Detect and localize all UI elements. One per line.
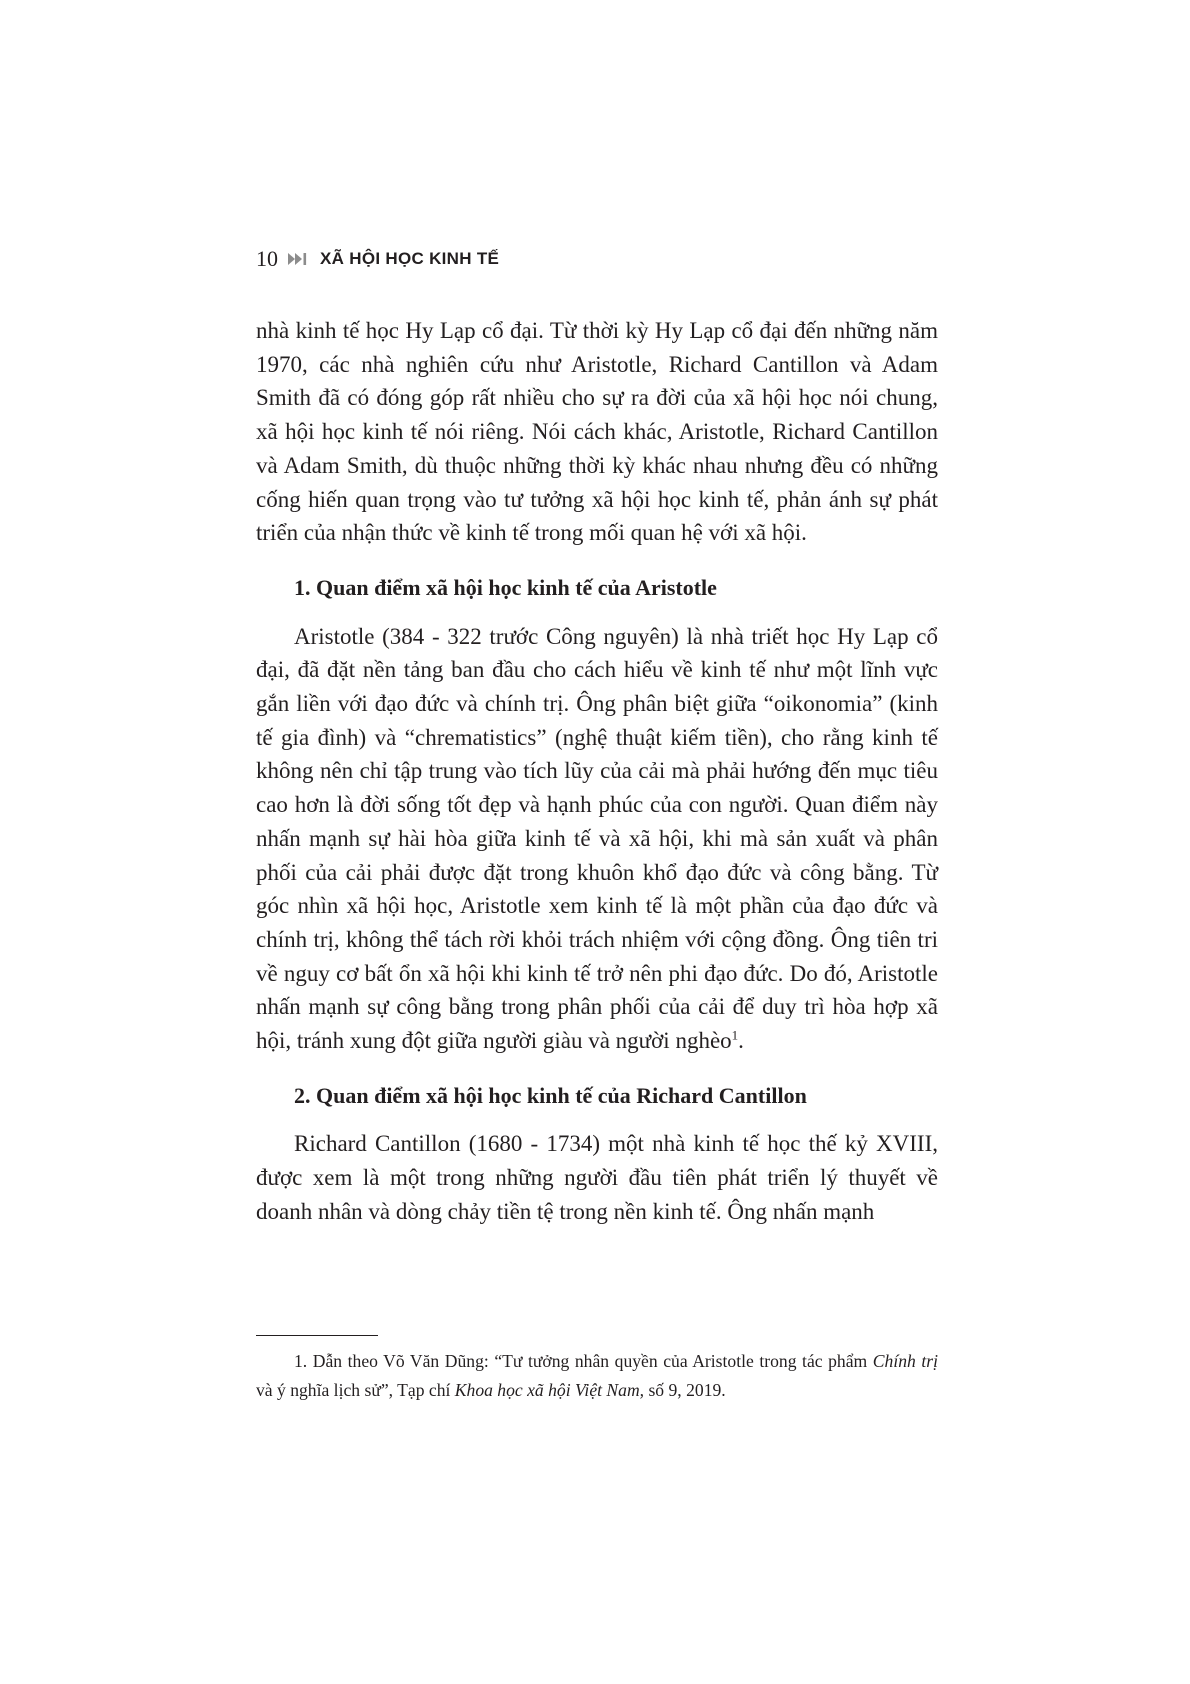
- footnote: [256, 1347, 938, 1405]
- fast-forward-end-icon: [288, 252, 310, 266]
- footnote-text-3: số 9, 2019.: [644, 1380, 726, 1400]
- running-head: [256, 244, 499, 274]
- section-1-text: Aristotle (384 - 322 trước Công nguyên) là nhà triết học Hy Lạp cổ đại, đã đặt nền tảng ban đầu cho cách hiểu về kinh tế như một lĩnh vực gắn liền với đạo đức và chính trị. Ông phân biệt giữa “oikonomia” (kinh tế gia đình) và “chrematistics” (nghệ thuật kiếm tiền), cho rằng kinh tế không nên chỉ tập trung vào tích lũy của cải mà phải hướng đến mục tiêu cao hơn là đời sống tốt đẹp và hạnh phúc của con người. Quan điểm này nhấn mạnh sự hài hòa giữa kinh tế và xã hội, khi mà sản xuất và phân phối của cải phải được đặt trong khuôn khổ đạo đức và công bằng. Từ góc nhìn xã hội học, Aristotle xem kinh tế là một phần của đạo đức và chính trị, không thể tách rời khỏi trách nhiệm với cộng đồng. Ông tiên tri về nguy cơ bất ổn xã hội khi kinh tế trở nên phi đạo đức. Do đó, Aristotle nhấn mạnh sự công bằng trong phân phối của cải để duy trì hòa hợp xã hội, tránh xung đột giữa người giàu và người nghèo: [256, 623, 938, 1054]
- section-1-end: .: [738, 1028, 744, 1054]
- footnote-text-1: 1. Dẫn theo Võ Văn Dũng: “Tư tưởng nhân quyền của Aristotle trong tác phẩm: [294, 1351, 873, 1371]
- body-text: [256, 314, 938, 1229]
- section-1-paragraph: [256, 620, 938, 1058]
- footnote-italic-1: Chính trị: [872, 1351, 938, 1371]
- footnote-text-2: và ý nghĩa lịch sử”, Tạp chí: [256, 1380, 455, 1400]
- intro-paragraph: nhà kinh tế học Hy Lạp cổ đại. Từ thời kỳ Hy Lạp cổ đại đến những năm 1970, các nhà nghiên cứu như Aristotle, Richard Cantillon và Adam Smith đã có đóng góp rất nhiều cho sự ra đời của xã hội học nói chung, xã hội học kinh tế nói riêng. Nói cách khác, Aristotle, Richard Cantillon và Adam Smith, dù thuộc những thời kỳ khác nhau nhưng đều có những cống hiến quan trọng vào tư tưởng xã hội học kinh tế, phản ánh sự phát triển của nhận thức về kinh tế trong mối quan hệ với xã hội.: [256, 318, 938, 546]
- footnote-italic-2: Khoa học xã hội Việt Nam,: [454, 1380, 645, 1400]
- footnote-reference[interactable]: 1: [731, 1027, 739, 1043]
- page-number: 10: [256, 246, 278, 271]
- footnote-divider: [256, 1335, 378, 1336]
- book-title: XÃ HỘI HỌC KINH TẾ: [320, 249, 500, 268]
- section-2-heading: 2. Quan điểm xã hội học kinh tế của Richard Cantillon: [294, 1082, 807, 1108]
- section-2-paragraph: Richard Cantillon (1680 - 1734) một nhà kinh tế học thế kỷ XVIII, được xem là một trong những người đầu tiên phát triển lý thuyết về doanh nhân và dòng chảy tiền tệ trong nền kinh tế. Ông nhấn mạnh: [256, 1131, 938, 1224]
- section-1-heading: 1. Quan điểm xã hội học kinh tế của Aristotle: [294, 574, 717, 600]
